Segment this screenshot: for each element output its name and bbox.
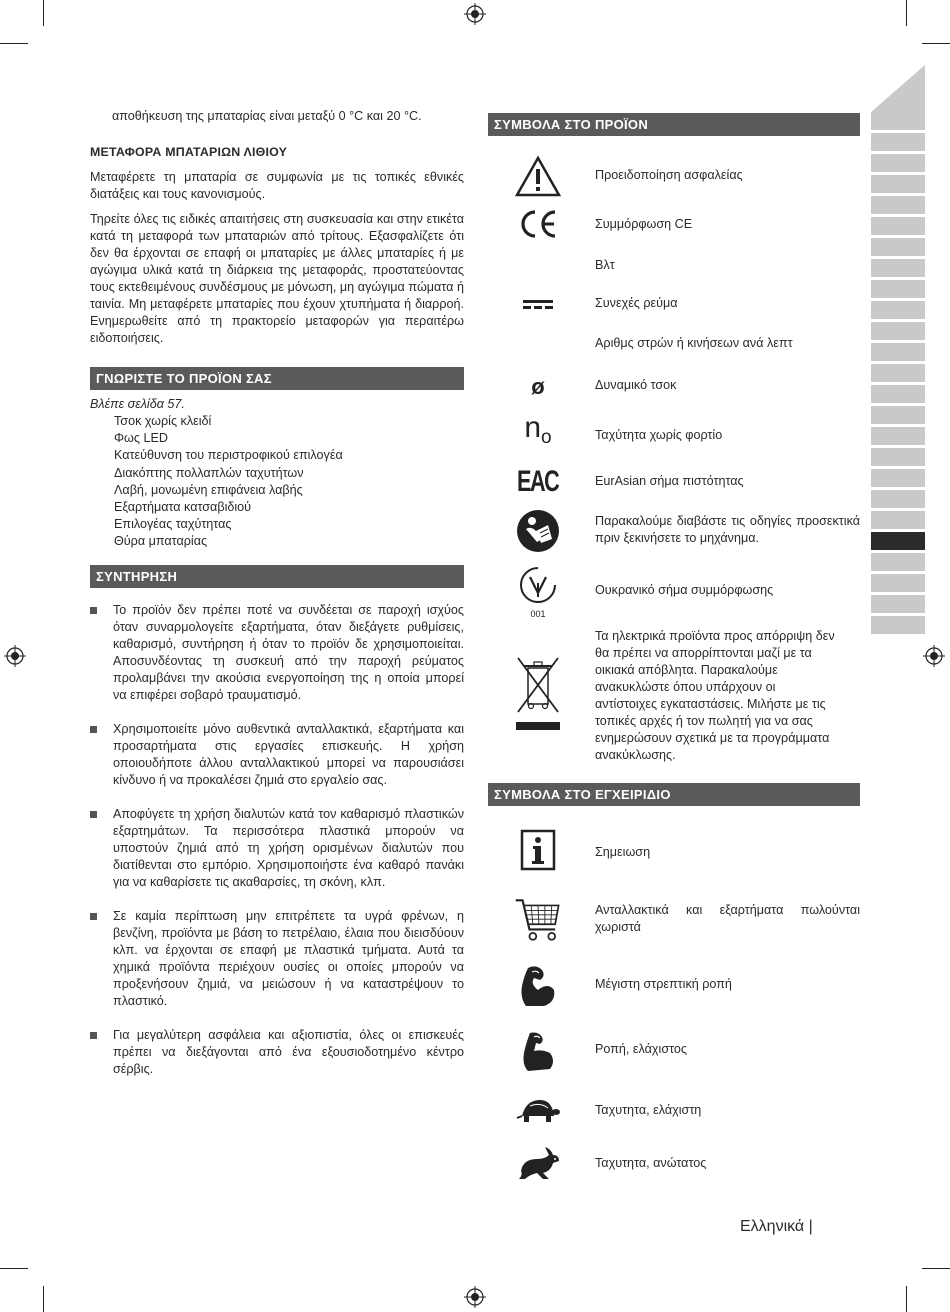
language-tab xyxy=(871,616,925,637)
maintenance-bullets xyxy=(90,602,464,1078)
maintenance-bullet xyxy=(90,908,464,1010)
maintenance-bullet-text: Σε καμία περίπτωση μην επιτρέπετε τα υγρά φρένων, η βενζίνη, προϊόντα με βάση το πετρέλαιο, έλαια που διεισδύουν κλπ. να έρχονται σε επαφή με πλαστικά τμήματα. Αυτά τα χημικά προϊόντα περιέχουν ουσίες οι οποίες μπορούν να προξενήσουν ζημιά, να μειώσουν ή να καταστρέψουν το πλαστικό. xyxy=(113,908,464,1008)
volt-icon xyxy=(514,257,562,275)
symbol-text-chuck: Δυναμικό τσοκ xyxy=(595,378,677,392)
symbol-text-weee: Τα ηλεκτρικά προϊόντα προς απόρριψη δεν θα πρέπει να απορρίπτονται μαζί με τα οικιακά απόβλητα. Παρακαλούμε ανακυκλώστε όπου υπάρχουν οι αντίστοιχες εγκαταστάσεις. Μιλήστε με τις τοπικές αρχές ή τον πωλητή για να σας ενημερώσουν σχετικά με τα προγράμματα ανακύκλωσης. xyxy=(595,629,835,762)
language-tab xyxy=(871,238,925,259)
crop-mark xyxy=(922,43,950,44)
right-column xyxy=(488,113,860,1193)
symbol-text-cart: Ανταλλακτικά και εξαρτήματα πωλούνται χωριστά xyxy=(595,903,860,934)
language-tab xyxy=(871,553,925,574)
symbol-text-rpm: Αριθμς στρών ή κινήσεων ανά λεπτ xyxy=(595,336,793,350)
parts-list-item: Τσοκ χωρίς κλειδί xyxy=(114,414,212,428)
symbol-text-min-torque: Ροπή, ελάχιστος xyxy=(595,1042,687,1056)
crop-mark xyxy=(922,1268,950,1269)
warning-triangle-icon xyxy=(515,155,561,197)
ukrainian-mark-icon xyxy=(518,565,558,609)
language-tab-active xyxy=(871,532,925,553)
transport-paragraph-1: Μεταφέρετε τη μπαταρία σε συμφωνία με τις τοπικές εθνικές διατάξεις και τους κανονισμούς. xyxy=(90,170,464,201)
symbol-text-max-torque: Μέγιστη στρεπτική ροπή xyxy=(595,977,732,991)
chuck-diameter-icon: ø xyxy=(531,373,545,399)
transport-paragraph-2: Τηρείτε όλες τις ειδικές απαιτήσεις στη συσκευασία και στην ετικέτα κατά τη μεταφορά των μπαταριών από τρίτους. Εξασφαλίζετε ότι δεν θα έρχονται σε επαφή οι μπαταρίες με άλλες μπαταρίες ή με αγώγιμα υλικά κατά τη διάρκεια της μεταφοράς, προστατεύοντας τους εκτεθειμένους συνδέσμους με μόνωση, μη αγώγιμα πώματα ή ταινία. Μη μεταφέρετε μπαταρίες που έχουν χτυπήματα ή διαρροή. Ενημερωθείτε από τη πρακτορείο μεταφορών για περαιτέρω ειδοποιήσεις. xyxy=(90,212,464,345)
language-tab xyxy=(871,259,925,280)
symbol-text-no-load: Ταχύτητα χωρίς φορτίο xyxy=(595,428,723,442)
crop-mark xyxy=(906,0,907,26)
rpm-icon xyxy=(514,335,562,353)
maintenance-bullet xyxy=(90,1027,464,1078)
crop-mark xyxy=(43,0,44,26)
transport-title: ΜΕΤΑΦΟΡΑ ΜΠΑΤΑΡΙΩΝ ΛΙΘΙΟΥ xyxy=(90,145,288,159)
language-tab xyxy=(871,112,925,133)
maintenance-bullet-text: Για μεγαλύτερη ασφάλεια και αξιοπιστία, όλες οι επισκευές πρέπει να διεξάγονται από ένα εξουσιοδοτημένο κέντρο σέρβις. xyxy=(113,1027,464,1076)
symbol-text-manual: Παρακαλούμε διαβάστε τις οδηγίες προσεκτικά πριν ξεκινήσετε το μηχάνημα. xyxy=(595,514,860,545)
maintenance-bullet xyxy=(90,602,464,704)
weee-bin-icon xyxy=(514,654,562,734)
language-tab xyxy=(871,406,925,427)
parts-list-item: Θύρα μπαταρίας xyxy=(114,534,208,549)
read-manual-icon xyxy=(516,509,560,553)
language-tab xyxy=(871,196,925,217)
maintenance-bullet xyxy=(90,721,464,789)
storage-temperature-text: αποθήκευση της μπαταρίας είναι μεταξύ 0 °C και 20 °C. xyxy=(112,109,422,123)
language-tab xyxy=(871,448,925,469)
language-tab xyxy=(871,154,925,175)
ce-mark-icon xyxy=(517,208,559,240)
product-symbols-heading: ΣΥΜΒΟΛΑ ΣΤΟ ΠΡΟΪΟΝ xyxy=(488,113,860,136)
min-torque-arm-icon xyxy=(518,1029,558,1073)
parts-list-item: Κατεύθυνση του περιστροφικού επιλογέα xyxy=(114,448,343,463)
rabbit-icon xyxy=(515,1145,561,1183)
maintenance-bullet-text: Αποφύγετε τη χρήση διαλυτών κατά τον καθαρισμό πλαστικών εξαρτημάτων. Τα περισσότερα πλαστικά μπορούν να υποστούν ζημιά από τη χρήση ορισμένων διαλυτών που διατίθενται στο εμπόριο. Χρησιμοποιήστε ένα καθαρό πανάκι για να καθαρίσετε τις ακαθαρσίες, τη σκόνη, κλπ. xyxy=(113,806,464,889)
maintenance-bullet-text: Το προϊόν δεν πρέπει ποτέ να συνδέεται σε παροχή ισχύος όταν συναρμολογείτε εξαρτήματα, όταν διεξάγετε ρυθμίσεις, καθαρισμό, συντήρηση ή όταν το προϊόν δε χρησιμοποιείται. Αποσυνδέοντας τη συσκευή από την παροχή ρεύματος προλαμβάνει την ακούσια ενεργοποίηση της η οποία μπορεί να επιφέρει σοβαρό τραυματισμό. xyxy=(113,602,464,702)
crop-mark xyxy=(906,1286,907,1312)
parts-list-item: Εξαρτήματα κατσαβιδιού xyxy=(114,500,252,515)
language-tab-strip xyxy=(871,112,925,637)
manual-symbols-heading: ΣΥΜΒΟΛΑ ΣΤΟ ΕΓΧΕΙΡΙΔΙΟ xyxy=(488,783,860,806)
symbol-text-dc: Συνεχές ρεύμα xyxy=(595,296,678,310)
language-tab xyxy=(871,217,925,238)
turtle-icon xyxy=(516,1096,560,1126)
bullet-square-icon xyxy=(90,726,97,733)
no-load-speed-subscript: o xyxy=(541,426,552,448)
eac-mark-icon: EAC xyxy=(517,464,559,498)
parts-list-item: Επιλογέας ταχύτητας xyxy=(114,517,232,532)
maintenance-heading: ΣΥΝΤΗΡΗΣΗ xyxy=(90,565,464,588)
symbol-text-rabbit: Ταχυτητα, ανώτατος xyxy=(595,1156,707,1170)
language-tab xyxy=(871,133,925,154)
language-tab xyxy=(871,175,925,196)
dc-current-icon xyxy=(522,297,554,311)
bullet-square-icon xyxy=(90,1032,97,1039)
language-tab xyxy=(871,301,925,322)
symbol-text-volt: Βλτ xyxy=(595,258,615,272)
language-tab xyxy=(871,490,925,511)
language-tab xyxy=(871,427,925,448)
symbol-text-eac: EurAsian σήμα πιστότητας xyxy=(595,474,744,488)
language-tab xyxy=(871,595,925,616)
left-column xyxy=(90,108,464,1078)
registration-mark-icon xyxy=(923,645,945,667)
language-tab xyxy=(871,469,925,490)
maintenance-bullet xyxy=(90,806,464,891)
symbol-text-turtle: Ταχυτητα, ελάχιστη xyxy=(595,1103,702,1117)
bullet-square-icon xyxy=(90,913,97,920)
maintenance-bullet-text: Χρησιμοποιείτε μόνο αυθεντικά ανταλλακτικά, εξαρτήματα και προσαρτήματα στις εργασίες επισκευής. Η χρήση οποιουδήποτε άλλου ανταλλακτικού μπορεί να παρουσιάσει κίνδυνο ή να προκαλέσει ζημιά στο εργαλείο σας. xyxy=(113,721,464,787)
max-torque-arm-icon xyxy=(518,964,558,1008)
crop-mark xyxy=(0,43,28,44)
symbol-text-note: Σημειωση xyxy=(595,845,651,859)
registration-mark-icon xyxy=(464,3,486,25)
bullet-square-icon xyxy=(90,811,97,818)
language-tab xyxy=(871,364,925,385)
parts-list xyxy=(90,413,464,551)
bullet-square-icon xyxy=(90,607,97,614)
symbol-text-ce: Συμμόρφωση CE xyxy=(595,217,693,231)
no-load-speed-glyph: n xyxy=(524,410,542,444)
crop-mark xyxy=(43,1286,44,1312)
language-tab xyxy=(871,343,925,364)
registration-mark-icon xyxy=(464,1286,486,1308)
language-tab xyxy=(871,280,925,301)
no-load-speed-icon xyxy=(524,410,552,448)
registration-mark-icon xyxy=(4,645,26,667)
parts-list-item: Φως LED xyxy=(114,431,168,446)
see-page-reference: Βλέπε σελίδα 57. xyxy=(90,397,185,411)
parts-list-item: Λαβή, μονωμένη επιφάνεια λαβής xyxy=(114,482,303,497)
language-tab xyxy=(871,574,925,595)
tab-strip-top xyxy=(871,65,925,112)
language-tab xyxy=(871,322,925,343)
language-tab xyxy=(871,385,925,406)
symbol-text-ukraine: Ουκρανικό σήμα συμμόρφωσης xyxy=(595,583,774,597)
crop-mark xyxy=(0,1268,28,1269)
shopping-cart-icon xyxy=(514,893,562,947)
parts-list-item: Διακόπτης πολλαπλών ταχυτήτων xyxy=(114,465,304,480)
know-product-heading: ΓΝΩΡΙΣΤΕ ΤΟ ΠΡΟΪΟΝ ΣΑΣ xyxy=(90,367,464,390)
symbol-text-warning: Προειδοποίηση ασφαλείας xyxy=(595,168,743,182)
footer-language-label: Ελληνικά | xyxy=(740,1218,813,1235)
ukrainian-mark-number: 001 xyxy=(530,609,546,619)
info-note-icon xyxy=(520,829,556,871)
language-tab xyxy=(871,511,925,532)
